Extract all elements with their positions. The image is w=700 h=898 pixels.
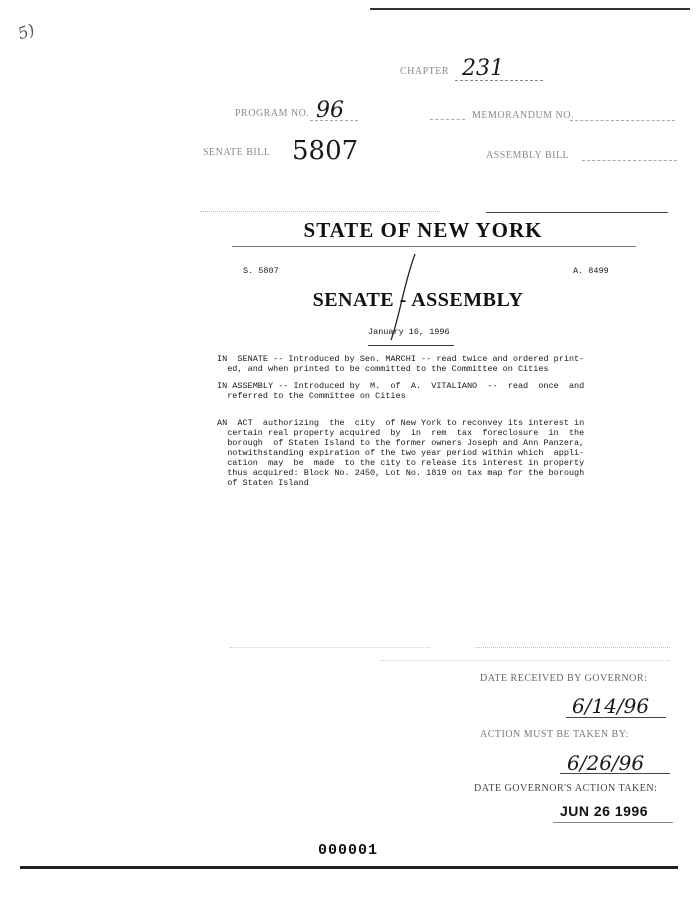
- action-taken-stamp: JUN 26 1996: [560, 803, 649, 819]
- act-line: borough of Staten Island to the former owners Joseph and Ann Panzera,: [217, 438, 585, 448]
- program-label: PROGRAM NO.: [235, 108, 310, 119]
- memo-label: MEMORANDUM NO.: [472, 110, 575, 121]
- act-line: certain real property acquired by in rem tax foreclosure in the: [217, 428, 585, 438]
- action-due-line: [560, 773, 670, 774]
- assembly-bill-line: [582, 160, 677, 161]
- action-due-label: ACTION MUST BE TAKEN BY:: [480, 729, 629, 740]
- chapter-value: 231: [462, 56, 504, 81]
- assembly-number: A. 8499: [573, 266, 609, 276]
- memo-line: [570, 120, 675, 121]
- senate-intro-line: IN SENATE -- Introduced by Sen. MARCHI -- read twice and ordered print-: [217, 354, 585, 364]
- action-due-date: 6/26/96: [567, 751, 645, 775]
- assembly-intro: [217, 381, 584, 401]
- program-value: 96: [316, 98, 344, 123]
- program-line: [310, 120, 358, 121]
- memo-lead-line: [430, 119, 465, 120]
- act-text: [217, 418, 584, 488]
- action-taken-label: DATE GOVERNOR'S ACTION TAKEN:: [474, 783, 658, 794]
- act-line: cation may be made to the city to release its interest in property: [217, 458, 585, 468]
- assembly-intro-line: IN ASSEMBLY -- Introduced by M. of A. VITALIANO -- read once and: [217, 381, 585, 391]
- senate-number: S. 5807: [243, 266, 279, 276]
- corner-mark: 5): [15, 19, 38, 44]
- chapter-line: [455, 80, 543, 81]
- senate-assembly-heading: SENATE - ASSEMBLY: [312, 289, 524, 311]
- act-line: of Staten Island: [217, 478, 309, 488]
- received-date: 6/14/96: [572, 694, 650, 718]
- faint-line-b: [475, 647, 670, 648]
- faint-separator: [200, 211, 440, 212]
- senate-bill-value: 5807: [292, 136, 359, 166]
- page-number: 000001: [318, 842, 379, 859]
- faint-line-a: [230, 647, 430, 648]
- act-line: notwithstanding expiration of the two year period within which appli-: [217, 448, 585, 458]
- title-underline: [232, 246, 636, 247]
- act-line: thus acquired: Block No. 2450, Lot No. 1819 on tax map for the borough: [217, 468, 585, 478]
- chapter-label: CHAPTER: [400, 66, 450, 77]
- received-label: DATE RECEIVED BY GOVERNOR:: [480, 673, 648, 684]
- received-line: [566, 717, 666, 718]
- assembly-intro-line: referred to the Committee on Cities: [217, 391, 406, 401]
- action-taken-line: [553, 822, 673, 823]
- date-underline: [368, 345, 454, 346]
- faint-line-c: [380, 660, 670, 661]
- introduced-date: January 16, 1996: [368, 327, 450, 337]
- top-rule: [370, 8, 690, 10]
- document-title: STATE OF NEW YORK: [303, 218, 543, 242]
- senate-intro-line: ed, and when printed to be committed to the Committee on Cities: [217, 364, 549, 374]
- separator-right: [486, 212, 668, 213]
- act-line: AN ACT authorizing the city of New York to reconvey its interest in: [217, 418, 585, 428]
- assembly-bill-label: ASSEMBLY BILL: [486, 150, 570, 161]
- bottom-rule: [20, 866, 678, 869]
- senate-intro: [217, 354, 584, 374]
- senate-bill-label: SENATE BILL: [203, 147, 271, 158]
